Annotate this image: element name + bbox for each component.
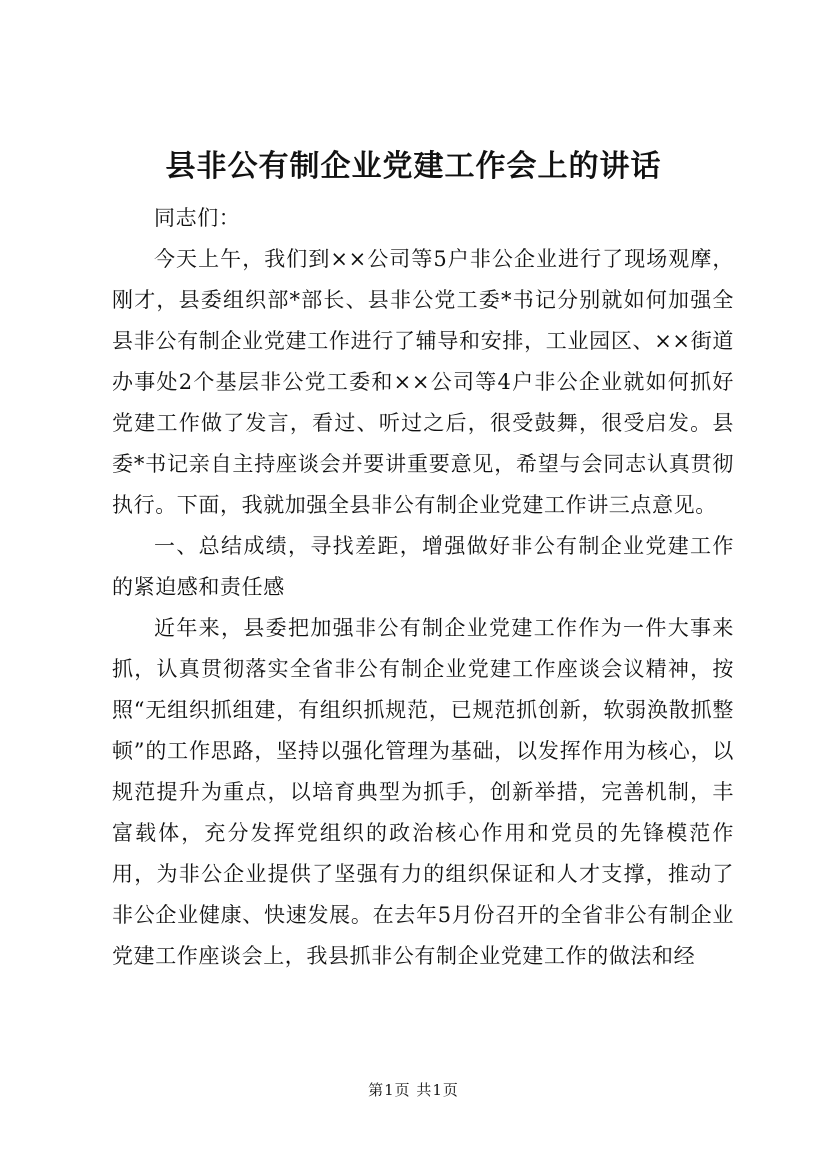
paragraph-intro: 今天上午，我们到××公司等5户非公企业进行了现场观摩，刚才，县委组织部*部长、县非公党工委*书记分别就如何加强全县非公有制企业党建工作进行了辅导和安排，工业园区、××街道办事处2个基层非公党工委和××公司等4户非公企业就如何抓好党建工作做了发言，看过、听过之后，很受鼓舞，很受启发。县委*书记亲自主持座谈会并要讲重要意见，希望与会同志认真贯彻执行。下面，我就加强全县非公有制企业党建工作讲三点意见。 [112, 247, 734, 517]
document-title: 县非公有制企业党建工作会上的讲话 [165, 149, 662, 184]
paragraph-achievements: 近年来，县委把加强非公有制企业党建工作作为一件大事来抓，认真贯彻落实全省非公有制企业党建工作座谈会议精神，按照“无组织抓组建，有组织抓规范，已规范抓创新，软弱涣散抓整顿”的工作思路，坚持以强化管理为基础，以发挥作用为核心，以规范提升为重点，以培育典型为抓手，创新举措，完善机制，丰富载体，充分发挥党组织的政治核心作用和党员的先锋模范作用，为非公企业提供了坚强有力的组织保证和人才支撑，推动了非公企业健康、快速发展。在去年5月份召开的全省非公有制企业党建工作座谈会上，我县抓非公有制企业党建工作的做法和经 [112, 616, 734, 968]
page-footer: 第1页 共1页 [368, 1081, 459, 1099]
section-heading-one: 一、总结成绩，寻找差距，增强做好非公有制企业党建工作的紧迫感和责任感 [112, 534, 734, 599]
document-body [112, 198, 734, 977]
salutation: 同志们： [154, 206, 241, 230]
